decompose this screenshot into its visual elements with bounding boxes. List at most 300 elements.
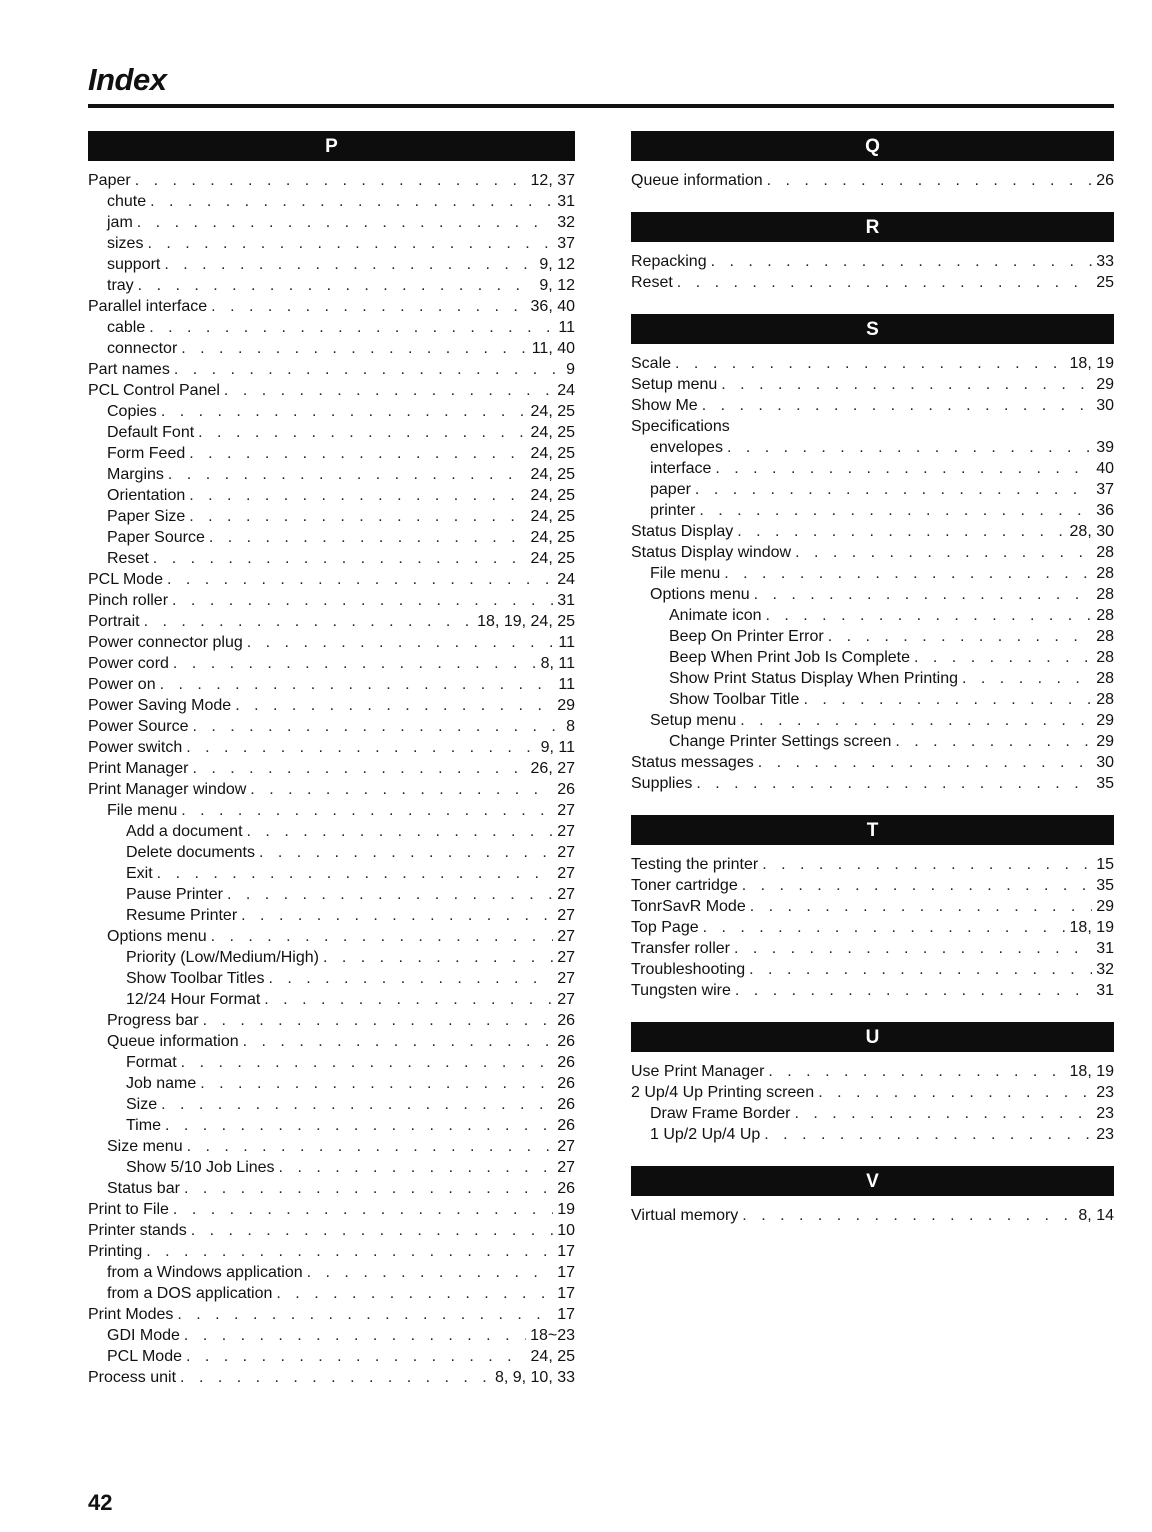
index-term: Default Font — [107, 424, 195, 441]
index-term: Power Saving Mode — [88, 697, 232, 714]
index-term: connector — [107, 340, 178, 357]
index-entry — [88, 1115, 575, 1136]
index-section-r — [631, 212, 1114, 293]
dot-leader — [187, 1136, 554, 1157]
dot-leader — [749, 959, 1092, 980]
dot-leader — [172, 590, 553, 611]
index-term: Animate icon — [669, 607, 762, 624]
index-page-refs: 26 — [557, 1117, 575, 1134]
index-term: Show Print Status Display When Printing — [669, 670, 959, 687]
index-page-refs: 18, 19 — [1069, 1063, 1114, 1080]
index-term: Time — [126, 1117, 161, 1134]
index-term: Add a document — [126, 823, 243, 840]
index-term: Exit — [126, 865, 153, 882]
index-page-refs: 39 — [1096, 439, 1114, 456]
index-term: Beep When Print Job Is Complete — [669, 649, 911, 666]
index-entry — [631, 374, 1114, 395]
index-page-refs: 27 — [557, 1159, 575, 1176]
index-entry — [631, 458, 1114, 479]
index-page-refs: 10 — [557, 1222, 575, 1239]
index-term: Paper Source — [107, 529, 205, 546]
index-entry — [631, 980, 1114, 1001]
dot-leader — [161, 401, 527, 422]
index-entry — [88, 338, 575, 359]
index-term: Setup menu — [650, 712, 737, 729]
index-term: Paper — [88, 172, 131, 189]
index-page-refs: 27 — [557, 1138, 575, 1155]
dot-leader — [268, 968, 553, 989]
index-term: Scale — [631, 355, 672, 372]
index-page-refs: 23 — [1096, 1126, 1114, 1143]
index-entry — [88, 674, 575, 695]
index-page-refs: 28 — [1096, 586, 1114, 603]
dot-leader — [160, 674, 555, 695]
index-entry — [88, 401, 575, 422]
index-page-refs: 27 — [557, 865, 575, 882]
index-entry — [631, 896, 1114, 917]
dot-leader — [702, 395, 1093, 416]
dot-leader — [737, 521, 1065, 542]
index-term: Status Display — [631, 523, 734, 540]
index-entry — [88, 1220, 575, 1241]
index-page-refs: 27 — [557, 949, 575, 966]
index-page-refs: 8, 14 — [1078, 1207, 1114, 1224]
dot-leader — [766, 605, 1093, 626]
index-entry — [631, 959, 1114, 980]
index-entry — [88, 1199, 575, 1220]
index-term: Size — [126, 1096, 158, 1113]
index-term: TonrSavR Mode — [631, 898, 746, 915]
index-entry — [88, 254, 575, 275]
index-page-refs: 26 — [1096, 172, 1114, 189]
index-term: Orientation — [107, 487, 186, 504]
index-term: Format — [126, 1054, 177, 1071]
index-entry — [88, 275, 575, 296]
index-entry — [631, 938, 1114, 959]
dot-leader — [173, 1199, 553, 1220]
dot-leader — [724, 563, 1092, 584]
dot-leader — [276, 1283, 553, 1304]
dot-leader — [727, 437, 1092, 458]
index-term: Priority (Low/Medium/High) — [126, 949, 319, 966]
index-entry-list — [631, 1205, 1114, 1226]
index-term: Print Modes — [88, 1306, 174, 1323]
index-term: Delete documents — [126, 844, 255, 861]
index-page-refs: 12, 37 — [530, 172, 575, 189]
dot-leader — [147, 233, 553, 254]
dot-leader — [818, 1082, 1092, 1103]
index-term: 2 Up/4 Up Printing screen — [631, 1084, 815, 1101]
index-page-refs: 26 — [557, 781, 575, 798]
index-page-refs: 37 — [1096, 481, 1114, 498]
dot-leader — [711, 251, 1093, 272]
index-page-refs: 26 — [557, 1033, 575, 1050]
index-page-refs: 27 — [557, 844, 575, 861]
dot-leader — [241, 905, 553, 926]
dot-leader — [703, 917, 1066, 938]
index-entry — [88, 1262, 575, 1283]
dot-leader — [177, 1304, 553, 1325]
index-entry — [88, 1283, 575, 1304]
index-page-refs: 26 — [557, 1180, 575, 1197]
index-term: sizes — [107, 235, 144, 252]
index-term: Options menu — [107, 928, 207, 945]
dot-leader — [696, 773, 1092, 794]
dot-leader — [144, 611, 474, 632]
index-entry — [631, 752, 1114, 773]
index-entry — [88, 380, 575, 401]
dot-leader — [795, 542, 1092, 563]
index-page-refs: 31 — [1096, 940, 1114, 957]
index-term: Portrait — [88, 613, 140, 630]
index-term: Toner cartridge — [631, 877, 738, 894]
index-term: Tungsten wire — [631, 982, 731, 999]
index-column-left — [88, 131, 575, 1409]
dot-leader — [184, 1325, 526, 1346]
index-entry — [88, 632, 575, 653]
index-entry — [88, 863, 575, 884]
index-page-refs: 27 — [557, 886, 575, 903]
index-entry — [631, 479, 1114, 500]
index-section-p — [88, 131, 575, 1388]
index-page-refs: 11 — [558, 319, 575, 336]
index-page-refs: 8 — [566, 718, 575, 735]
index-page-refs: 28 — [1096, 670, 1114, 687]
index-page-refs: 17 — [557, 1243, 575, 1260]
index-entry — [88, 989, 575, 1010]
index-page-refs: 26 — [557, 1075, 575, 1092]
dot-leader — [181, 338, 527, 359]
index-term: Show 5/10 Job Lines — [126, 1159, 275, 1176]
dot-leader — [767, 170, 1093, 191]
index-page-refs: 26 — [557, 1054, 575, 1071]
index-entry — [631, 170, 1114, 191]
index-entry-list — [631, 251, 1114, 293]
index-entry — [88, 443, 575, 464]
dot-leader — [828, 626, 1092, 647]
index-entry — [631, 773, 1114, 794]
index-entry — [631, 917, 1114, 938]
dot-leader — [150, 191, 553, 212]
dot-leader — [247, 632, 555, 653]
index-page-refs: 24 — [557, 571, 575, 588]
index-page-refs: 9 — [566, 361, 575, 378]
index-entry — [88, 296, 575, 317]
index-entry — [88, 1094, 575, 1115]
index-entry — [88, 737, 575, 758]
index-page-refs: 8, 9, 10, 33 — [494, 1369, 575, 1386]
dot-leader — [157, 863, 554, 884]
index-page-refs: 9, 12 — [539, 256, 575, 273]
index-page-refs: 27 — [557, 970, 575, 987]
dot-leader — [803, 689, 1092, 710]
index-entry — [88, 590, 575, 611]
dot-leader — [189, 443, 526, 464]
index-term: Power Source — [88, 718, 189, 735]
index-term: Options menu — [650, 586, 750, 603]
index-entry — [631, 710, 1114, 731]
dot-leader — [750, 896, 1092, 917]
index-entry — [631, 854, 1114, 875]
index-entry — [631, 1061, 1114, 1082]
index-entry — [631, 647, 1114, 668]
index-entry — [88, 485, 575, 506]
index-page-refs: 11 — [558, 634, 575, 651]
dot-leader — [186, 737, 536, 758]
index-term: from a Windows application — [107, 1264, 303, 1281]
index-term: Power connector plug — [88, 634, 243, 651]
index-entry — [631, 395, 1114, 416]
index-page-refs: 37 — [557, 235, 575, 252]
index-page-refs: 11, 40 — [531, 340, 575, 357]
index-page-refs: 28 — [1096, 649, 1114, 666]
index-term: Resume Printer — [126, 907, 238, 924]
index-entry — [88, 1367, 575, 1388]
index-term: Virtual memory — [631, 1207, 739, 1224]
index-page-refs: 18, 19 — [1069, 919, 1114, 936]
index-page-refs: 23 — [1096, 1084, 1114, 1101]
index-entry — [631, 731, 1114, 752]
dot-leader — [962, 668, 1092, 689]
index-page-refs: 29 — [1096, 376, 1114, 393]
section-letter-header: U — [631, 1022, 1114, 1052]
index-term: Pause Printer — [126, 886, 223, 903]
index-page-refs: 36 — [1096, 502, 1114, 519]
index-term: support — [107, 256, 161, 273]
index-term: PCL Mode — [88, 571, 163, 588]
index-page-refs: 9, 11 — [540, 739, 575, 756]
index-entry — [88, 1346, 575, 1367]
index-page-refs: 25 — [1096, 274, 1114, 291]
index-page-refs: 31 — [557, 193, 575, 210]
section-letter-header: S — [631, 314, 1114, 344]
index-entry — [88, 317, 575, 338]
index-term: Testing the printer — [631, 856, 759, 873]
index-entry — [631, 437, 1114, 458]
index-term: Status Display window — [631, 544, 792, 561]
index-term: Queue information — [107, 1033, 239, 1050]
dot-leader — [211, 926, 554, 947]
index-page-refs: 31 — [557, 592, 575, 609]
index-entry-list — [88, 170, 575, 1388]
index-page-refs: 24, 25 — [530, 445, 575, 462]
index-entry — [631, 1124, 1114, 1145]
index-section-s — [631, 314, 1114, 794]
dot-leader — [164, 254, 535, 275]
dot-leader — [168, 464, 527, 485]
index-entry — [88, 422, 575, 443]
index-term: Show Me — [631, 397, 698, 414]
index-entry — [631, 1103, 1114, 1124]
index-page-refs: 24, 25 — [530, 550, 575, 567]
index-term: 1 Up/2 Up/4 Up — [650, 1126, 761, 1143]
index-entry — [88, 1073, 575, 1094]
index-entry — [631, 542, 1114, 563]
index-term: Power on — [88, 676, 156, 693]
index-page-refs: 27 — [557, 991, 575, 1008]
index-entry — [88, 170, 575, 191]
index-entry — [631, 353, 1114, 374]
section-letter-header: T — [631, 815, 1114, 845]
index-page-refs: 29 — [1096, 733, 1114, 750]
index-page-refs: 30 — [1096, 397, 1114, 414]
index-section-q — [631, 131, 1114, 191]
dot-leader — [161, 1094, 553, 1115]
index-entry — [88, 1304, 575, 1325]
dot-leader — [250, 779, 553, 800]
index-entry — [631, 563, 1114, 584]
index-page-refs: 17 — [557, 1306, 575, 1323]
index-page-refs: 26, 27 — [530, 760, 575, 777]
index-entry — [88, 884, 575, 905]
index-term: Printer stands — [88, 1222, 187, 1239]
index-page-refs: 11 — [558, 676, 575, 693]
index-section-t — [631, 815, 1114, 1001]
index-term: jam — [107, 214, 133, 231]
index-term: Pinch roller — [88, 592, 169, 609]
index-term: Transfer roller — [631, 940, 730, 957]
index-term: Top Page — [631, 919, 699, 936]
dot-leader — [259, 842, 553, 863]
index-entry — [88, 1241, 575, 1262]
index-entry — [88, 1052, 575, 1073]
dot-leader — [762, 854, 1092, 875]
index-page-refs: 15 — [1096, 856, 1114, 873]
index-page-refs: 24, 25 — [530, 424, 575, 441]
index-entry — [631, 1205, 1114, 1226]
index-page-refs: 29 — [557, 697, 575, 714]
index-term: Reset — [107, 550, 149, 567]
dot-leader — [193, 758, 527, 779]
index-page-refs: 8, 11 — [540, 655, 575, 672]
section-letter-header: Q — [631, 131, 1114, 161]
index-page-refs: 32 — [1096, 961, 1114, 978]
index-entry — [631, 668, 1114, 689]
dot-leader — [181, 800, 553, 821]
section-letter-header: P — [88, 131, 575, 161]
dot-leader — [167, 569, 553, 590]
index-page-refs: 26 — [557, 1096, 575, 1113]
index-entry — [88, 359, 575, 380]
dot-leader — [209, 527, 527, 548]
index-term: Print Manager window — [88, 781, 247, 798]
index-entry — [631, 689, 1114, 710]
index-page-refs: 27 — [557, 823, 575, 840]
index-entry-list — [631, 353, 1114, 794]
index-page-refs: 17 — [557, 1264, 575, 1281]
index-term: Progress bar — [107, 1012, 199, 1029]
index-page-refs: 24, 25 — [530, 508, 575, 525]
index-term: Status messages — [631, 754, 754, 771]
dot-leader — [715, 458, 1092, 479]
dot-leader — [193, 716, 563, 737]
index-entry — [88, 212, 575, 233]
index-term: cable — [107, 319, 146, 336]
index-term: 12/24 Hour Format — [126, 991, 261, 1008]
index-entry — [88, 191, 575, 212]
index-term: File menu — [107, 802, 178, 819]
dot-leader — [181, 1052, 554, 1073]
dot-leader — [764, 1124, 1092, 1145]
dot-leader — [198, 422, 526, 443]
index-term: Specifications — [631, 418, 730, 435]
index-entry-list — [631, 170, 1114, 191]
dot-leader — [695, 479, 1092, 500]
index-page-refs: 28 — [1096, 691, 1114, 708]
section-letter-header: V — [631, 1166, 1114, 1196]
index-page-refs: 23 — [1096, 1105, 1114, 1122]
index-entry — [88, 1157, 575, 1178]
index-term: Print to File — [88, 1201, 169, 1218]
index-term: paper — [650, 481, 691, 498]
index-entry — [88, 569, 575, 590]
index-entry — [88, 947, 575, 968]
index-page-refs: 31 — [1096, 982, 1114, 999]
dot-leader — [758, 752, 1092, 773]
dot-leader — [677, 272, 1092, 293]
dot-leader — [153, 548, 527, 569]
index-term: Parallel interface — [88, 298, 208, 315]
index-entry — [88, 506, 575, 527]
index-entry — [631, 272, 1114, 293]
index-page-refs: 24, 25 — [530, 466, 575, 483]
index-page-refs: 27 — [557, 802, 575, 819]
index-entry — [88, 905, 575, 926]
index-entry — [88, 1136, 575, 1157]
index-page-refs: 17 — [557, 1285, 575, 1302]
index-entry — [88, 695, 575, 716]
index-term: Setup menu — [631, 376, 718, 393]
dot-leader — [224, 380, 553, 401]
index-entry — [631, 251, 1114, 272]
dot-leader — [279, 1157, 554, 1178]
index-term: Supplies — [631, 775, 693, 792]
index-term: from a DOS application — [107, 1285, 273, 1302]
index-page-refs: 24, 25 — [530, 403, 575, 420]
index-page-refs: 18, 19 — [1069, 355, 1114, 372]
index-page-refs: 18, 19, 24, 25 — [477, 613, 575, 630]
dot-leader — [323, 947, 553, 968]
dot-leader — [180, 1367, 491, 1388]
dot-leader — [735, 980, 1092, 1001]
dot-leader — [146, 1241, 553, 1262]
dot-leader — [307, 1262, 554, 1283]
index-page-refs: 28 — [1096, 565, 1114, 582]
dot-leader — [235, 695, 553, 716]
dot-leader — [264, 989, 553, 1010]
index-page-refs: 30 — [1096, 754, 1114, 771]
dot-leader — [137, 212, 553, 233]
dot-leader — [149, 317, 554, 338]
index-entry — [631, 584, 1114, 605]
index-term: Show Toolbar Titles — [126, 970, 265, 987]
dot-leader — [794, 1103, 1092, 1124]
dot-leader — [247, 821, 554, 842]
dot-leader — [189, 506, 526, 527]
index-page-refs: 36, 40 — [530, 298, 575, 315]
dot-leader — [914, 647, 1092, 668]
index-page-refs: 18~23 — [530, 1327, 575, 1344]
index-entry — [88, 611, 575, 632]
index-entry — [631, 1082, 1114, 1103]
index-entry — [631, 500, 1114, 521]
dot-leader — [721, 374, 1092, 395]
index-term: Troubleshooting — [631, 961, 746, 978]
index-term: Draw Frame Border — [650, 1105, 791, 1122]
index-term: Job name — [126, 1075, 197, 1092]
dot-leader — [227, 884, 553, 905]
index-term: Power cord — [88, 655, 169, 672]
